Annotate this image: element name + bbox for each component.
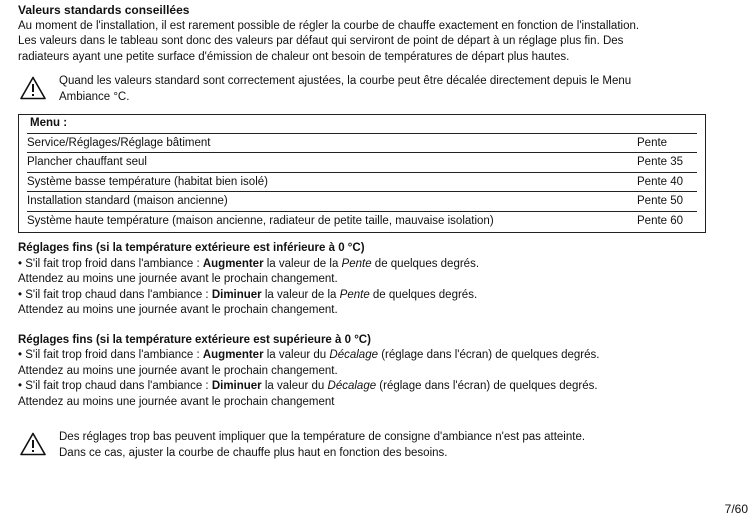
parameter-name: Pente [340,289,370,301]
bullet-text: la valeur de la [262,289,340,301]
bullet-text: • S'il fait trop chaud dans l'ambiance : [18,380,212,392]
bullet-text: • S'il fait trop chaud dans l'ambiance : [18,289,212,301]
table-row [27,134,697,154]
action-word: Augmenter [203,258,264,270]
bullet-text: la valeur du [262,380,328,392]
table-row [27,212,697,231]
menu-row-value: Pente 40 [637,175,697,191]
wait-note: Attendez au moins une journée avant le prochain changement. [18,364,746,380]
menu-row-label: Service/Réglages/Réglage bâtiment [27,136,210,152]
warning-note-1 [18,74,746,105]
bullet-text: de quelques degrés. [370,289,477,301]
menu-row-value: Pente 60 [637,214,697,230]
intro-line: Les valeurs dans le tableau sont donc des valeurs par défaut qui serviront de point de départ à un réglage plus fin. Des [18,34,746,50]
parameter-name: Décalage [328,380,377,392]
menu-row-value: Pente [637,136,697,152]
warning-text [59,430,585,461]
menu-row-value: Pente 50 [637,194,697,210]
bullet-too-hot [18,379,746,395]
bullet-text: (réglage dans l'écran) de quelques degrés. [376,380,597,392]
warning-line: Dans ce cas, ajuster la courbe de chauffe plus haut en fonction des besoins. [59,446,585,462]
bullet-text: la valeur du [264,349,330,361]
bullet-text: (réglage dans l'écran) de quelques degrés. [378,349,599,361]
parameter-name: Décalage [329,349,378,361]
menu-row-label: Système haute température (maison ancienne, radiateur de petite taille, mauvaise isolation) [27,214,494,230]
menu-table [18,114,706,233]
parameter-name: Pente [342,258,372,270]
bullet-text: • S'il fait trop froid dans l'ambiance : [18,349,203,361]
wait-note: Attendez au moins une journée avant le prochain changement. [18,303,746,319]
bullet-too-cold [18,257,746,273]
menu-row-label: Installation standard (maison ancienne) [27,194,228,210]
intro-line: Au moment de l'installation, il est rarement possible de régler la courbe de chauffe exactement en fonction de l'installation. [18,19,746,35]
warning-triangle-icon [20,76,46,100]
fine-tuning-above-zero-title: Réglages fins (si la température extérieure est supérieure à 0 °C) [18,333,746,349]
warning-triangle-icon [20,432,46,456]
warning-line: Quand les valeurs standard sont correctement ajustées, la courbe peut être décalée directement depuis le Menu [59,74,631,90]
bullet-too-hot [18,288,746,304]
action-word: Diminuer [212,289,262,301]
bullet-text: la valeur de la [264,258,342,270]
warning-note-2 [18,430,746,461]
intro-line: radiateurs ayant une petite surface d'émission de chaleur ont besoin de températures de départ plus hautes. [18,50,746,66]
menu-row-label: Système basse température (habitat bien isolé) [27,175,268,191]
warning-line: Des réglages trop bas peuvent impliquer que la température de consigne d'ambiance n'est pas atteinte. [59,430,585,446]
menu-heading: Menu : [27,116,697,134]
section-title: Valeurs standards conseillées [18,3,746,19]
bullet-text: • S'il fait trop froid dans l'ambiance : [18,258,203,270]
fine-tuning-below-zero-title: Réglages fins (si la température extérieure est inférieure à 0 °C) [18,241,746,257]
document-page [18,3,746,461]
page-number: 7/60 [725,502,748,517]
action-word: Augmenter [203,349,264,361]
wait-note: Attendez au moins une journée avant le prochain changement. [18,272,746,288]
wait-note: Attendez au moins une journée avant le prochain changement [18,395,746,411]
action-word: Diminuer [212,380,262,392]
bullet-text: de quelques degrés. [372,258,479,270]
warning-line: Ambiance °C. [59,90,631,106]
table-row [27,173,697,193]
table-row [27,153,697,173]
table-row [27,192,697,212]
intro-paragraph [18,19,746,66]
menu-row-label: Plancher chauffant seul [27,155,147,171]
menu-row-value: Pente 35 [637,155,697,171]
bullet-too-cold [18,348,746,364]
warning-text [59,74,631,105]
